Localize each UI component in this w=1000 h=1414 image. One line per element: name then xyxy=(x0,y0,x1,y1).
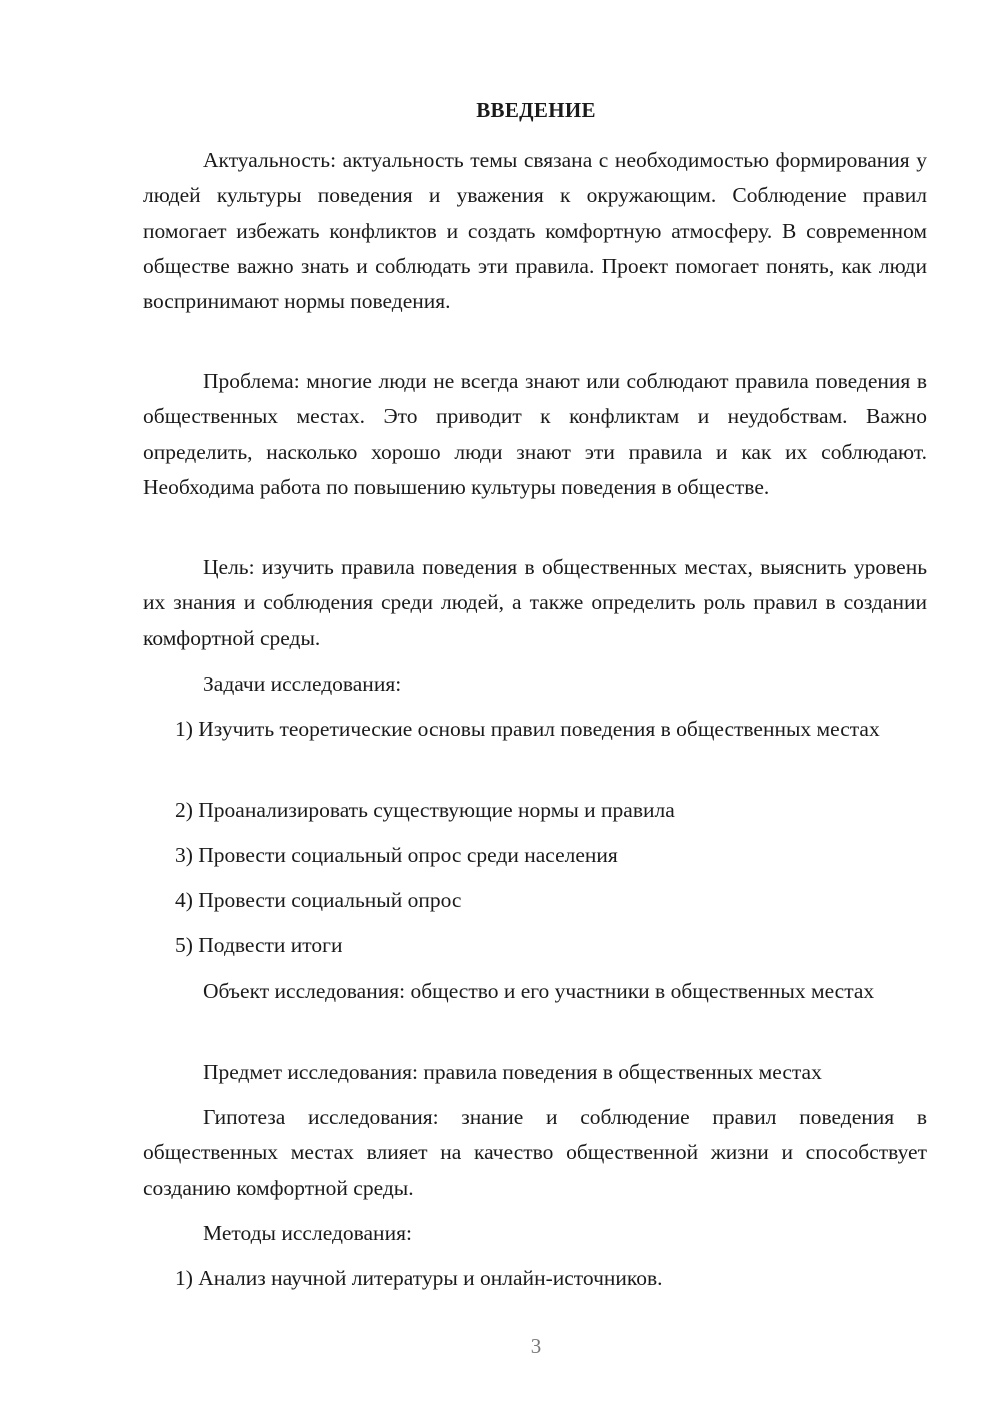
paragraph-goal: Цель: изучить правила поведения в общественных местах, выяснить уровень их знания и соблюдения среди людей, а также определить роль правил в создании комфортной среды. xyxy=(143,555,927,650)
paragraph-problem: Проблема: многие люди не всегда знают или соблюдают правила поведения в общественных местах. Это приводит к конфликтам и неудобствам. Важно определить, насколько хорошо люди знают эти правила и как их соблюдают. Необходима работа по повышению культуры поведения в обществе. xyxy=(143,369,927,499)
paragraph-object: Объект исследования: общество и его участники в общественных местах xyxy=(203,979,875,1003)
task-item-2: 2) Проанализировать существующие нормы и правила xyxy=(175,798,675,822)
task-item-1: 1) Изучить теоретические основы правил поведения в общественных местах xyxy=(175,717,880,741)
tasks-heading: Задачи исследования: xyxy=(203,672,402,696)
page-number: 3 xyxy=(530,1334,542,1358)
task-item-4: 4) Провести социальный опрос xyxy=(175,888,462,912)
methods-heading: Методы исследования: xyxy=(203,1221,412,1245)
page-title: ВВЕДЕНИЕ xyxy=(476,98,596,122)
paragraph-hypothesis: Гипотеза исследования: знание и соблюдение правил поведения в общественных местах влияет на качество общественной жизни и способствует созданию комфортной среды. xyxy=(143,1105,927,1200)
task-item-5: 5) Подвести итоги xyxy=(175,933,343,957)
paragraph-relevance: Актуальность: актуальность темы связана с необходимостью формирования у людей культуры поведения и уважения к окружающим. Соблюдение правил помогает избежать конфликтов и создать комфортную атмосферу. В современном обществе важно знать и соблюдать эти правила. Проект помогает понять, как люди воспринимают нормы поведения. xyxy=(143,148,927,314)
method-item-1: 1) Анализ научной литературы и онлайн-источников. xyxy=(175,1266,663,1290)
paragraph-subject: Предмет исследования: правила поведения в общественных местах xyxy=(203,1060,822,1084)
task-item-3: 3) Провести социальный опрос среди населения xyxy=(175,843,618,867)
